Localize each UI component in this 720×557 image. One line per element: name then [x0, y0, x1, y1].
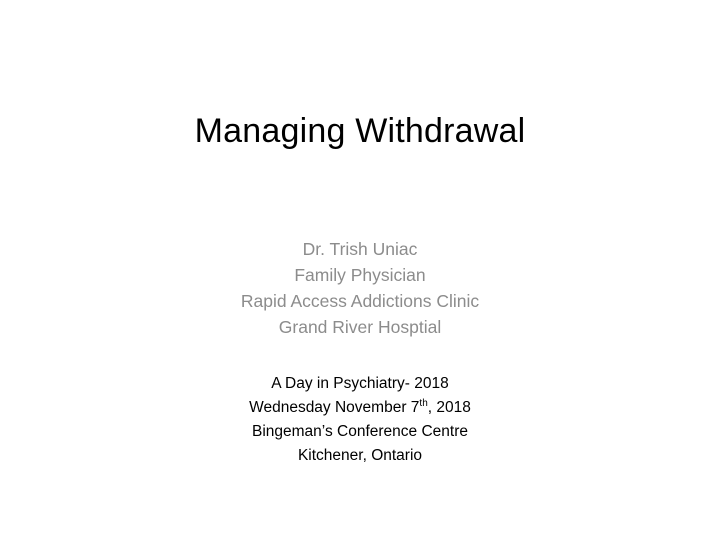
- event-date-superscript: th: [419, 397, 428, 409]
- event-date-prefix: Wednesday November 7: [249, 399, 420, 416]
- presenter-clinic: Rapid Access Addictions Clinic: [240, 291, 480, 311]
- presenter-role: Family Physician: [294, 265, 426, 285]
- presenter-block: [0, 236, 720, 340]
- event-date-suffix: , 2018: [427, 399, 471, 416]
- slide-title: Managing Withdrawal: [194, 112, 526, 150]
- event-location: Kitchener, Ontario: [297, 447, 423, 464]
- event-date: [0, 396, 720, 420]
- event-name: A Day in Psychiatry- 2018: [271, 375, 449, 392]
- presenter-hospital: Grand River Hosptial: [278, 317, 442, 337]
- event-venue: Bingeman’s Conference Centre: [252, 423, 468, 440]
- presenter-name: Dr. Trish Uniac: [302, 239, 418, 259]
- event-block: [0, 372, 720, 468]
